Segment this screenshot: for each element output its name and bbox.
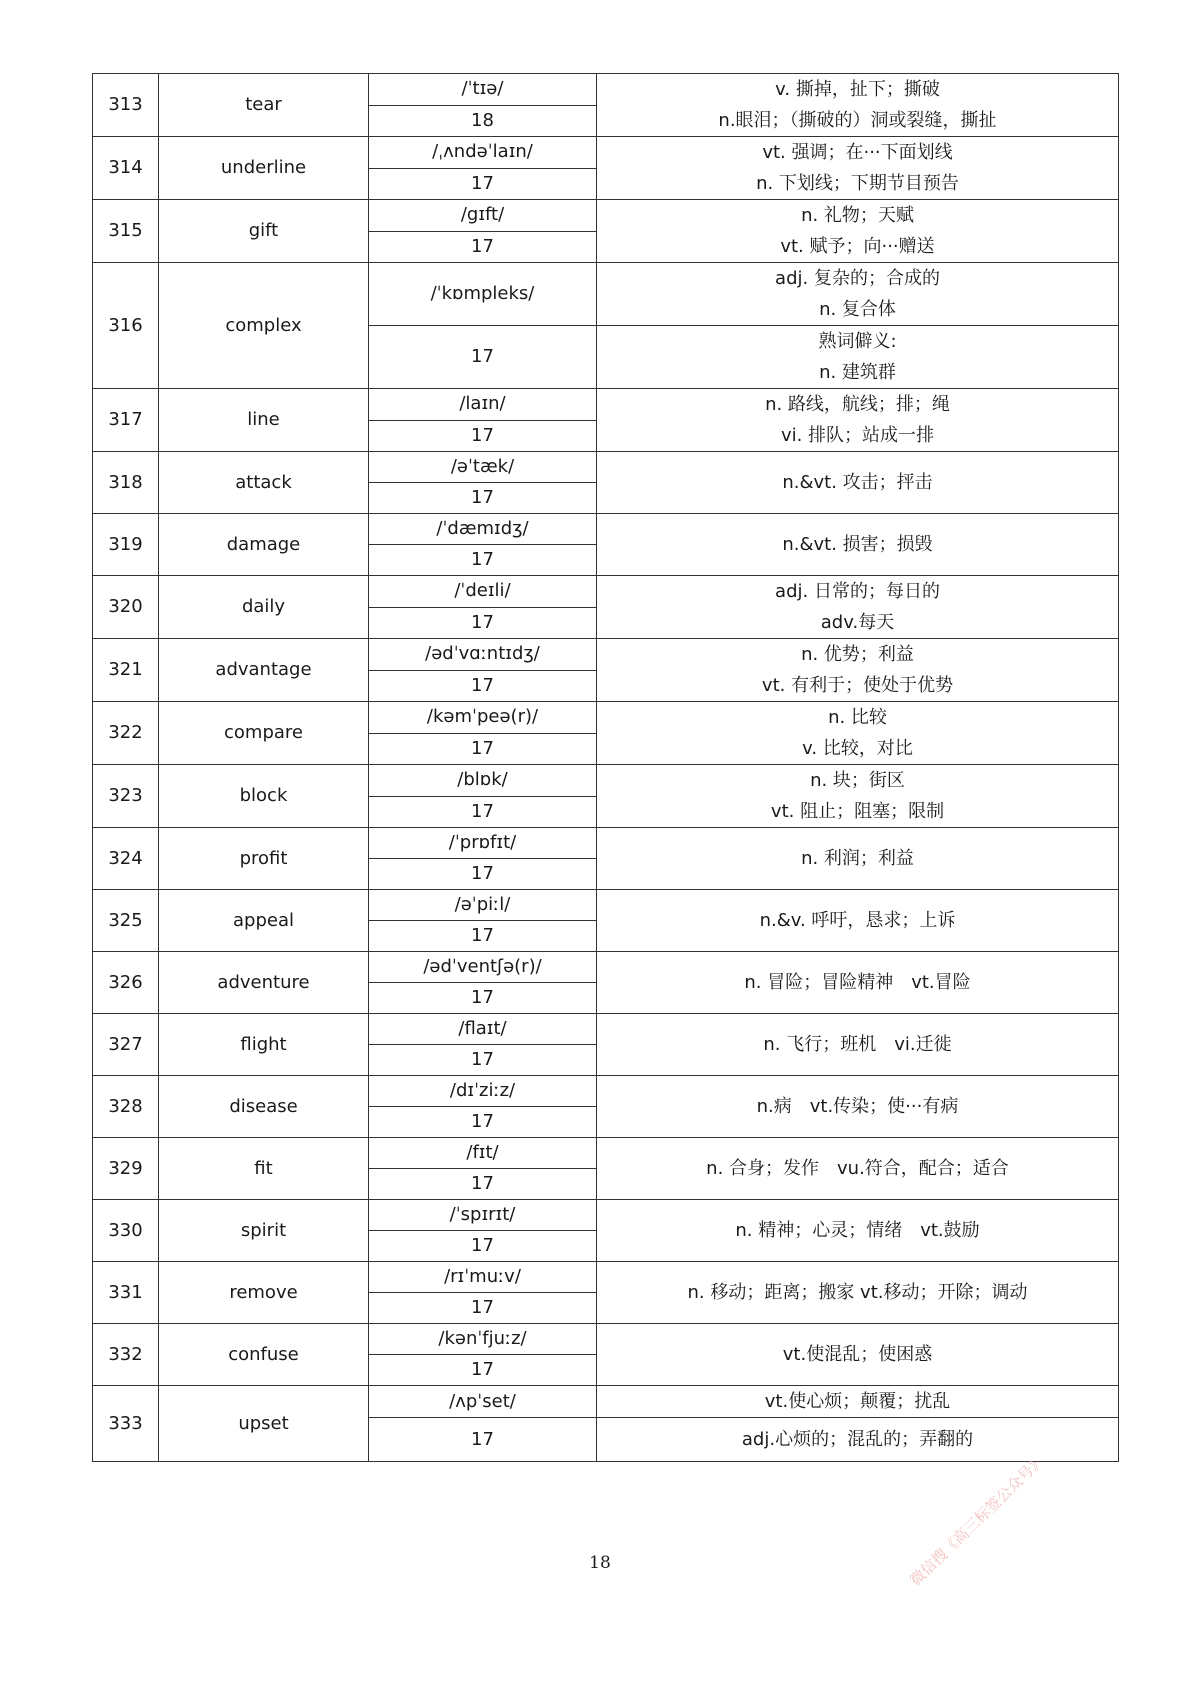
meaning-cell	[597, 326, 1119, 389]
entry-frequency: 17	[369, 326, 597, 389]
meaning-line: adv.每天	[820, 612, 895, 633]
table-row	[93, 74, 1119, 106]
entry-number: 318	[93, 452, 159, 514]
entry-phonetic: /blɒk/	[369, 765, 597, 797]
entry-word: compare	[159, 702, 369, 765]
meaning-line: n.眼泪；（撕破的）洞或裂缝，撕扯	[718, 110, 997, 131]
meaning-cell	[597, 828, 1119, 890]
entry-phonetic: /fɪt/	[369, 1138, 597, 1169]
entry-word: upset	[159, 1386, 369, 1462]
entry-phonetic: /kənˈfjuːz/	[369, 1324, 597, 1355]
entry-frequency: 17	[369, 545, 597, 576]
entry-frequency: 17	[369, 859, 597, 890]
entry-word: advantage	[159, 639, 369, 702]
entry-frequency: 17	[369, 168, 597, 200]
entry-word: remove	[159, 1262, 369, 1324]
meaning-cell	[597, 952, 1119, 1014]
table-row	[93, 514, 1119, 545]
table-row	[93, 200, 1119, 232]
table-row	[93, 1138, 1119, 1169]
entry-word: confuse	[159, 1324, 369, 1386]
table-row	[93, 890, 1119, 921]
entry-frequency: 17	[369, 1231, 597, 1262]
entry-phonetic: /ˌʌndəˈlaɪn/	[369, 137, 597, 169]
entry-frequency: 18	[369, 105, 597, 137]
meaning-cell	[597, 890, 1119, 952]
table-row	[93, 1014, 1119, 1045]
entry-frequency: 17	[369, 983, 597, 1014]
vocabulary-table-body	[93, 74, 1119, 1462]
entry-word: fit	[159, 1138, 369, 1200]
entry-frequency: 17	[369, 670, 597, 702]
entry-frequency: 17	[369, 733, 597, 765]
meaning-line: 熟词僻义:	[818, 331, 897, 352]
entry-number: 332	[93, 1324, 159, 1386]
table-row	[93, 639, 1119, 671]
entry-phonetic: /dɪˈziːz/	[369, 1076, 597, 1107]
entry-phonetic: /laɪn/	[369, 389, 597, 421]
meaning-line: n.&vt. 攻击；抨击	[782, 472, 933, 493]
meaning-cell	[597, 1200, 1119, 1262]
entry-word: disease	[159, 1076, 369, 1138]
meaning-line: n. 飞行；班机 vi.迁徙	[763, 1034, 952, 1055]
meaning-cell	[597, 1138, 1119, 1200]
entry-word: damage	[159, 514, 369, 576]
entry-frequency: 17	[369, 796, 597, 828]
meaning-line: n. 优势；利益	[801, 644, 914, 665]
meaning-cell	[597, 200, 1119, 263]
table-row	[93, 389, 1119, 421]
entry-frequency: 17	[369, 1107, 597, 1138]
table-row	[93, 952, 1119, 983]
meaning-line: adj. 日常的；每日的	[775, 581, 940, 602]
entry-number: 333	[93, 1386, 159, 1462]
entry-frequency: 17	[369, 607, 597, 639]
entry-word: tear	[159, 74, 369, 137]
entry-phonetic: /ədˈvɑːntɪdʒ/	[369, 639, 597, 671]
meaning-line: vt. 强调；在···下面划线	[762, 142, 953, 163]
entry-frequency: 17	[369, 420, 597, 452]
entry-phonetic: /gɪft/	[369, 200, 597, 232]
meaning-cell	[597, 1324, 1119, 1386]
entry-number: 327	[93, 1014, 159, 1076]
entry-phonetic: /rɪˈmuːv/	[369, 1262, 597, 1293]
meaning-cell	[597, 1386, 1119, 1418]
entry-frequency: 17	[369, 921, 597, 952]
entry-number: 316	[93, 263, 159, 389]
entry-number: 315	[93, 200, 159, 263]
entry-number: 330	[93, 1200, 159, 1262]
meaning-line: v. 撕掉，扯下；撕破	[775, 79, 940, 100]
meaning-cell	[597, 576, 1119, 639]
entry-word: adventure	[159, 952, 369, 1014]
table-row	[93, 1076, 1119, 1107]
entry-word: block	[159, 765, 369, 828]
entry-phonetic: /flaɪt/	[369, 1014, 597, 1045]
entry-word: underline	[159, 137, 369, 200]
watermark-text: 微信搜《高三标签公众号》	[906, 1451, 1049, 1590]
meaning-line: n. 礼物；天赋	[801, 205, 914, 226]
table-row	[93, 1324, 1119, 1355]
entry-frequency: 17	[369, 1355, 597, 1386]
entry-word: attack	[159, 452, 369, 514]
table-row	[93, 1386, 1119, 1418]
entry-word: complex	[159, 263, 369, 389]
meaning-line: n.病 vt.传染；使···有病	[756, 1096, 959, 1117]
entry-number: 328	[93, 1076, 159, 1138]
entry-number: 322	[93, 702, 159, 765]
meaning-line: n. 移动；距离；搬家 vt.移动；开除；调动	[687, 1282, 1028, 1303]
entry-number: 320	[93, 576, 159, 639]
table-row	[93, 576, 1119, 608]
entry-number: 314	[93, 137, 159, 200]
meaning-cell	[597, 514, 1119, 576]
meaning-line: n. 比较	[828, 707, 887, 728]
vocabulary-table	[92, 73, 1119, 1462]
meaning-cell	[597, 137, 1119, 200]
meaning-line: n. 精神；心灵；情绪 vt.鼓励	[735, 1220, 980, 1241]
entry-phonetic: /əˈtæk/	[369, 452, 597, 483]
entry-word: profit	[159, 828, 369, 890]
entry-frequency: 17	[369, 1045, 597, 1076]
entry-number: 323	[93, 765, 159, 828]
meaning-cell	[597, 1014, 1119, 1076]
entry-number: 317	[93, 389, 159, 452]
entry-frequency: 17	[369, 483, 597, 514]
meaning-line: vi. 排队；站成一排	[780, 425, 935, 446]
meaning-line: n.&v. 呼吁，恳求；上诉	[759, 910, 956, 931]
entry-number: 331	[93, 1262, 159, 1324]
meaning-line: vt. 赋予；向···赠送	[780, 236, 935, 257]
entry-word: flight	[159, 1014, 369, 1076]
table-row	[93, 263, 1119, 326]
meaning-cell	[597, 1076, 1119, 1138]
entry-number: 321	[93, 639, 159, 702]
entry-number: 326	[93, 952, 159, 1014]
entry-phonetic: /ˈdæmɪdʒ/	[369, 514, 597, 545]
meaning-cell	[597, 765, 1119, 828]
meaning-line: adj.心烦的；混乱的；弄翻的	[741, 1429, 974, 1450]
entry-phonetic: /ˈtɪə/	[369, 74, 597, 106]
meaning-cell	[597, 389, 1119, 452]
entry-word: gift	[159, 200, 369, 263]
entry-number: 329	[93, 1138, 159, 1200]
entry-frequency: 17	[369, 1169, 597, 1200]
meaning-cell	[597, 74, 1119, 137]
entry-phonetic: /əˈpiːl/	[369, 890, 597, 921]
table-row	[93, 765, 1119, 797]
meaning-line: n. 下划线；下期节目预告	[756, 173, 959, 194]
meaning-line: n. 建筑群	[819, 362, 896, 383]
entry-number: 324	[93, 828, 159, 890]
entry-word: appeal	[159, 890, 369, 952]
entry-frequency: 17	[369, 231, 597, 263]
entry-frequency: 17	[369, 1418, 597, 1462]
entry-word: daily	[159, 576, 369, 639]
meaning-line: n.&vt. 损害；损毁	[782, 534, 933, 555]
meaning-line: vt. 阻止；阻塞；限制	[770, 801, 945, 822]
meaning-line: vt. 有利于；使处于优势	[761, 675, 954, 696]
meaning-line: n. 复合体	[819, 299, 896, 320]
entry-word: spirit	[159, 1200, 369, 1262]
meaning-cell	[597, 452, 1119, 514]
meaning-line: v. 比较，对比	[802, 738, 913, 759]
meaning-line: vt.使混乱；使困惑	[782, 1344, 933, 1365]
entry-frequency: 17	[369, 1293, 597, 1324]
entry-phonetic: /ədˈventʃə(r)/	[369, 952, 597, 983]
table-row	[93, 452, 1119, 483]
entry-phonetic: /ˈkɒmpleks/	[369, 263, 597, 326]
table-row	[93, 702, 1119, 734]
table-row	[93, 137, 1119, 169]
entry-phonetic: /ˈdeɪli/	[369, 576, 597, 608]
meaning-cell	[597, 1262, 1119, 1324]
meaning-line: n. 冒险；冒险精神 vt.冒险	[744, 972, 971, 993]
table-row	[93, 1200, 1119, 1231]
meaning-line: n. 利润；利益	[801, 848, 914, 869]
meaning-line: adj. 复杂的；合成的	[775, 268, 940, 289]
entry-phonetic: /ˈspɪrɪt/	[369, 1200, 597, 1231]
page-number: 18	[589, 1553, 611, 1573]
entry-phonetic: /kəmˈpeə(r)/	[369, 702, 597, 734]
entry-number: 319	[93, 514, 159, 576]
meaning-line: n. 合身；发作 vu.符合，配合；适合	[706, 1158, 1009, 1179]
entry-number: 325	[93, 890, 159, 952]
meaning-cell	[597, 263, 1119, 326]
meaning-line: n. 路线，航线；排；绳	[765, 394, 950, 415]
entry-phonetic: /ˈprɒfɪt/	[369, 828, 597, 859]
entry-number: 313	[93, 74, 159, 137]
meaning-line: n. 块；街区	[810, 770, 905, 791]
table-row	[93, 828, 1119, 859]
table-row	[93, 1262, 1119, 1293]
meaning-cell	[597, 639, 1119, 702]
entry-word: line	[159, 389, 369, 452]
meaning-cell	[597, 702, 1119, 765]
meaning-line: vt.使心烦；颠覆；扰乱	[764, 1391, 951, 1412]
entry-phonetic: /ʌpˈset/	[369, 1386, 597, 1418]
